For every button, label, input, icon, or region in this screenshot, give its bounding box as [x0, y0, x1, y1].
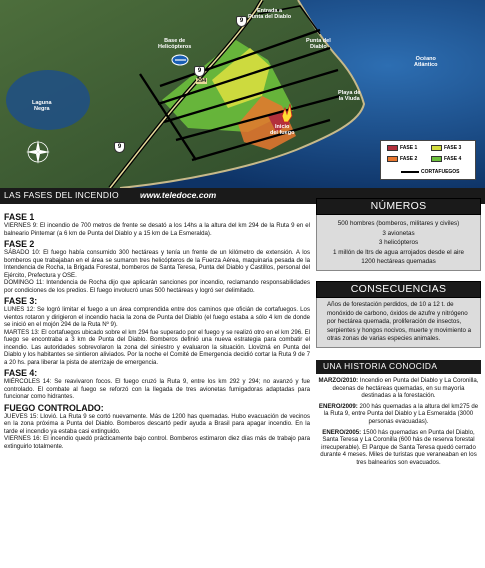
label-inicio-fuego: Inicio del fuego — [270, 124, 295, 136]
legend-fase4: FASE 4 — [431, 156, 461, 162]
phases-column — [4, 210, 310, 452]
banner-url[interactable]: www.teledoce.com — [140, 190, 217, 200]
phase-title: FASE 3: — [4, 296, 38, 306]
phase-paragraph: VIERNES 9: El incendio de 700 metros de frente se desató a los 14hs a la altura del km 294 de la Ruta 9 en el balneario Pintemar (a 6 km de Punta del Diablo y a 15 km de La Esmeralda). — [4, 222, 310, 237]
phase-paragraph: VIERNES 16: El incendio quedó prácticamente bajo control. Bomberos estimaron diez días más de trabajo para extinguirlo totalmente. — [4, 435, 310, 450]
phase-paragraph: MARTES 13: El cortafuegos ubicado sobre el km 294 fue superado por el fuego y se realizó otro en el km 296. El fuego se encontraba a 3 km de Punta del Diablo. Bomberos definió una nueva estrategia para combatir el incendio. Las autoridades sobrevolaron la zona del siniestro y evaluaron la situación. Llovizná en Punta del Diablo y los habitantes se sintieron aliviados. Por la noche el Comité de Emergencia decidió cortar la Ruta 9 de 7 a 20 hs. para liberar la pista de aterrizaje de emergencia. — [4, 328, 310, 366]
route-shield-9-north: 9 — [236, 16, 247, 27]
phase-title: FASE 2 — [4, 239, 35, 249]
numeros-title: NÚMEROS — [316, 198, 481, 215]
phase-2 — [4, 239, 310, 294]
numeros-box — [316, 215, 481, 271]
historia-date: ENERO/2005: — [322, 428, 362, 436]
phase-3 — [4, 296, 310, 366]
phase-paragraph: JUEVES 15: Llovió. La Ruta 9 se cortó nuevamente. Más de 1200 has quemadas. Hubo evacuación de vecinos en la zona próxima a Punta del Diablo. Bomberos descartó pedir ayuda a Brasil para apagar incendio. En la tarde el incendio ya estaba casi extinguido. — [4, 412, 310, 435]
historia-entry — [317, 377, 480, 400]
historia-entry — [317, 429, 480, 467]
numeros-item: 3 avionetas — [382, 229, 415, 237]
banner-title: LAS FASES DEL INCENDIO — [4, 190, 119, 200]
numeros-item: 1 millón de ltrs de agua arrojados desde el aire — [333, 248, 464, 256]
historia-text: 1500 hás quemadas en Punta del Diablo, Santa Teresa y La Coronilla (600 hás de reserva forestal irrecuperable). El Parque de Santa Teresa quedó cerrado durante 4 meses. Miles de turistas que veraneaban en los tres balnearios son evacuados. — [320, 428, 477, 466]
legend-swatch-fase4 — [431, 156, 442, 162]
label-entrada: Entrada a Punta del Diablo — [248, 8, 292, 20]
historia-entry — [317, 403, 480, 426]
phase-title: FASE 4: — [4, 368, 38, 378]
phase-paragraph: MIÉRCOLES 14: Se reavivaron focos. El fuego cruzó la Ruta 9, entre los km 292 y 294; no avanzó y fue controlado. El combate al fuego se reforzó con la llegada de tres avionetas fumigadoras adaptadas para funcionar como hidrantes. — [4, 378, 310, 400]
fire-map — [0, 0, 485, 188]
phase-title: FUEGO CONTROLADO: — [4, 402, 104, 413]
historia-date: ENERO/2009: — [318, 402, 358, 410]
route-shield-9-south: 9 — [114, 142, 125, 153]
historia-box — [316, 374, 481, 467]
phase-title: FASE 1 — [4, 212, 35, 222]
label-oceano: Océano Atlántico — [414, 56, 438, 68]
numeros-item: 3 helicópteros — [378, 239, 419, 247]
legend-fase3: FASE 3 — [431, 145, 461, 151]
label-punta-del-diablo: Punta del Diablo — [306, 38, 331, 50]
legend-swatch-fase3 — [431, 145, 442, 151]
route-shield-9-mid: 9 — [194, 66, 205, 77]
legend-swatch-fase1 — [387, 145, 398, 151]
sidebar-column — [316, 198, 481, 469]
legend-fase1: FASE 1 — [387, 145, 417, 151]
consecuencias-title: CONSECUENCIAS — [316, 281, 481, 298]
consecuencias-text: Años de forestación perdidos, de 10 a 12 t. de monóxido de carbono, óxidos de azufre y nitrógeno por hectárea quemada, proliferación de insectos, serpientes y hongos nocivos, muerte y movimiento a otras zonas de varias especies animales. — [327, 300, 472, 343]
historia-text: Incendio en Punta del Diablo y La Coronilla, decenas de hectáreas quemadas, en su mayoría destinadas a la forestación. — [332, 376, 479, 400]
map-legend — [380, 140, 476, 180]
phase-paragraph: LUNES 12: Se logró limitar el fuego a un área comprendida entre dos caminos que oficián de cortafuegos. Los vientos rotaron y dirigieron el incendio hacia la zona de Punta del Diablo (el fuego estaba a sólo 4 km de donde se inició en el mojón 294 de la Ruta Nº 9). — [4, 306, 310, 328]
historia-text: 200 hás quemadas a la altura del km275 de la Ruta 9, entre Punta del Diablo y La Esmeralda (3000 personas evacuadas). — [323, 402, 479, 425]
legend-cortafuegos: CORTAFUEGOS — [401, 169, 460, 175]
historia-title: UNA HISTORIA CONOCIDA — [316, 360, 481, 374]
helicopter-icon — [172, 55, 188, 65]
legend-fase2: FASE 2 — [387, 156, 417, 162]
km-294-label: 294 — [197, 78, 207, 84]
historia-date: MARZO/2010: — [318, 376, 359, 384]
numeros-item: 1200 hectáreas quemadas — [361, 258, 436, 266]
label-playa: Playa de la Viuda — [338, 90, 361, 102]
phase-paragraph: DOMINGO 11: Intendencia de Rocha dijo que aplicarán sanciones por incendio, reclamando responsabilidades por condiciones de los predios. El fuego involucró unas 500 hectáreas y logró ser delimitado. — [4, 279, 310, 294]
consecuencias-box — [316, 298, 481, 348]
phase-paragraph: SÁBADO 10: El fuego había consumido 300 hectáreas y tenía un frente de un kilómetro de extensión. A los bomberos que trabajaban en el área se sumaron tres helicópteros de la Fuerza Aérea, maquinaria pesada de la Intendencia de Rocha, la Brigada Forestal, bomberos de Santa Teresa, Punta del Diablo y Castillos, personal del Ejército, Prefectura y OSE. — [4, 249, 310, 279]
phase-1 — [4, 212, 310, 237]
numeros-item: 500 hombres (bomberos, militares y civiles) — [337, 220, 460, 227]
label-base-helicopteros: Base de Helicópteros — [158, 38, 192, 50]
phase-controlled — [4, 403, 310, 451]
legend-swatch-fase2 — [387, 156, 398, 162]
label-laguna: Laguna Negra — [32, 100, 52, 112]
phase-4 — [4, 368, 310, 401]
legend-line-cortafuegos — [401, 171, 419, 173]
